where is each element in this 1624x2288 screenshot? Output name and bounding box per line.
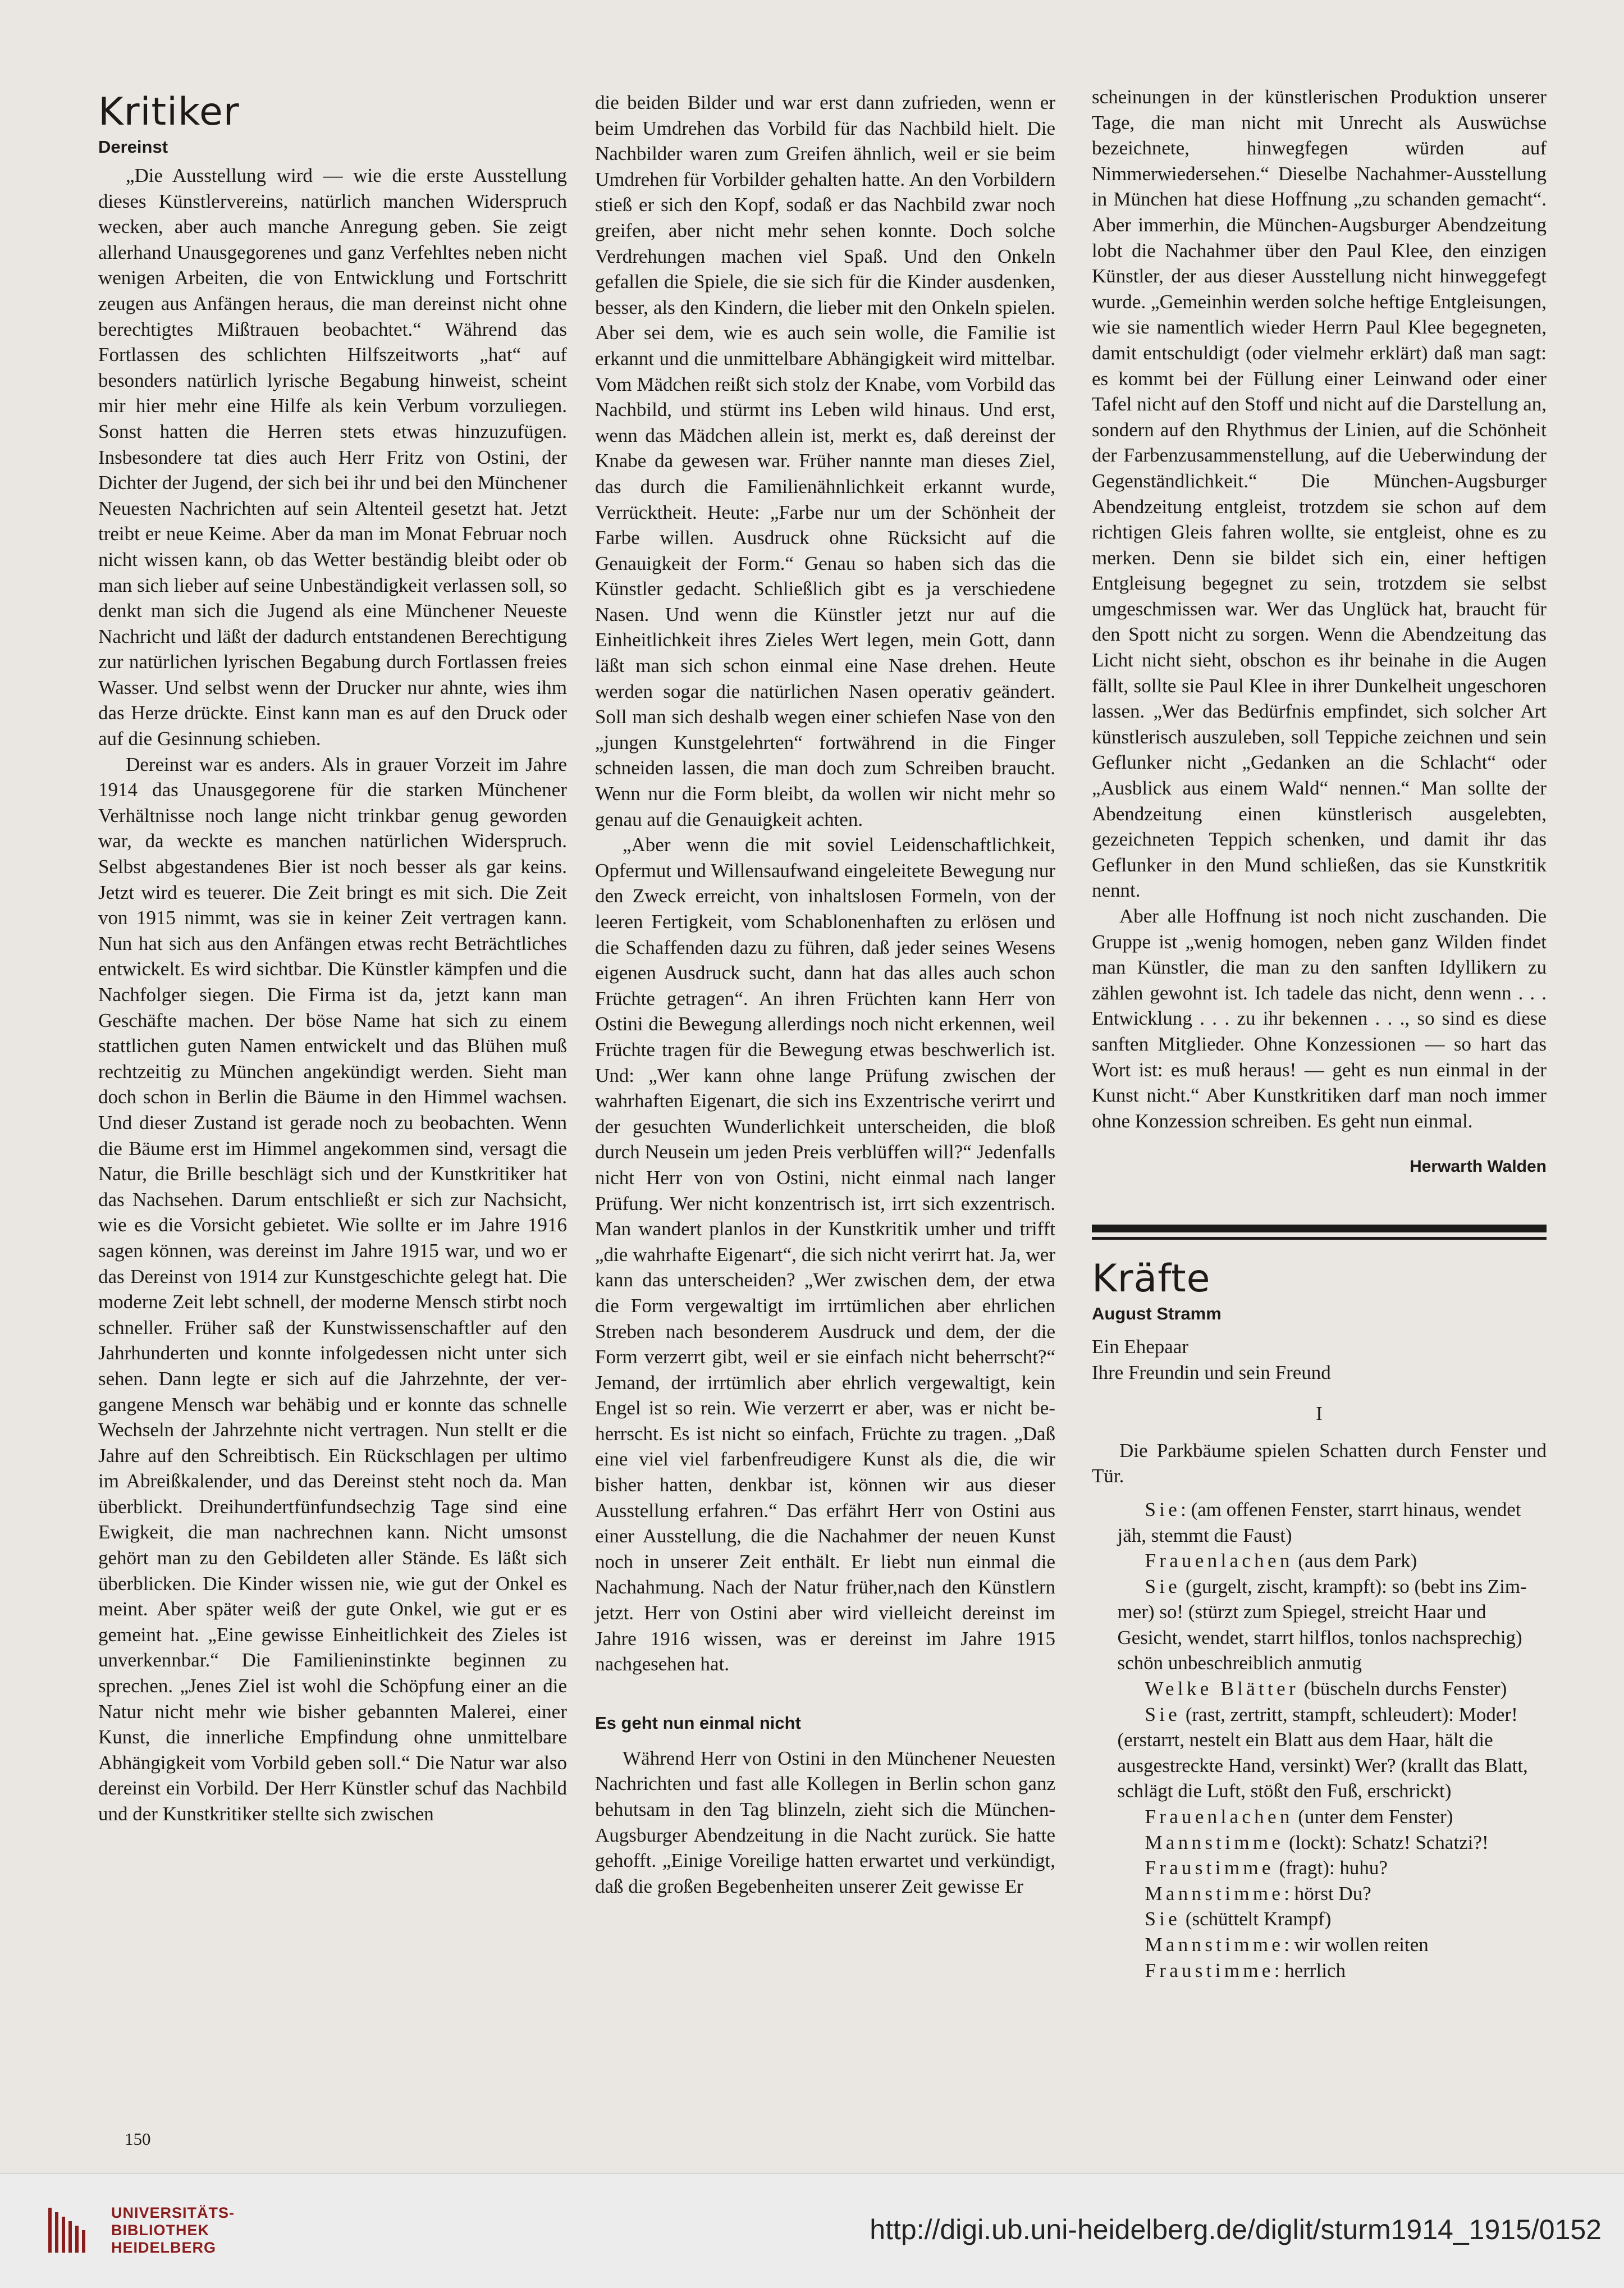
column-1 [98, 90, 567, 1827]
cast-item: Ein Ehepaar [1092, 1335, 1188, 1358]
paragraph: scheinungen in der künstlerischen Produktion unserer Tage, die man nicht mit Unrecht als Auswüchse bezeichnete, hinwegfegen würden auf Nimmerwiedersehen.“ Dieselbe Nachahmer-Ausstellung in München hat diese Hoffnung „zu schanden gemacht“. Aber immerhin, die München-Augsburger Abendzeitung lobt die Nachahmer über den Paul Klee, den einzigen Künstler, der aus dieser Ausstellung nicht hinweggefegt wurde. „Gemeinhin werden solche heftige Entgleisungen, wie sie namentlich wieder Herrn Paul Klee begegneten, damit entschuldigt (oder vielmehr erklärt) daß man sagt: es kommt bei der Füllung einer Leinwand oder einer Tafel nicht auf den Stoff und nicht auf die Darstellung an, sondern auf den Rhythmus der Linien, auf die Schönheit der Farbenzusammenstellung, auf die Ueberwindung der Gegenständlichkeit.“ Die München-Augsburger Abendzeitung entgleist, trotzdem sie schon auf dem richtigen Gleis fahren wollte, sie entgleist, ohne es zu merken. Denn sie bildet sich ein, einer heftigen Entgleisung begegnet zu sein, trotzdem sie selbst umgeschmissen war. Wer das Unglück hat, braucht für den Spott nicht zu sorgen. Wenn die Abendzeitung das Licht nicht sieht, obschon es ihr beinahe in die Augen fällt, sollte sie Paul Klee in ihrer Dunkelheit ungeschoren lassen. „Wer das Bedürfnis empfindet, sich solcher Art künstlerisch auszuleben, soll Teppiche zeichnen und sein Geflunker nicht „Gedanken an die Schlacht“ oder „Ausblick aus einem Wald“ nennen.“ Man sollte der Abendzeitung einen künstlerisch ausgelebten, gezeichneten Teppich schenken, und damit ihr das Geflunker in den Mund schließen, das sie Kunstkritik nennt. [1092, 86, 1547, 902]
paragraph: Dereinst war es anders. Als in grauer Vorzeit im Jahre 1914 das Unausgegorene für die starken Münchener Verhältnisse noch lange nicht trinkbar genug geworden war, da weckte es manchen natürlichen Widerspruch. Selbst abgestandenes Bier ist noch besser als gar keins. Jetzt wird es teuerer. Die Zeit bringt es mit sich. Die Zeit von 1915 nimmt, was sie in keiner Zeit vertragen kann. Nun hat sich aus den Anfängen etwas recht Beträchtliches entwickelt. Es wird sichtbar. Die Künstler kämpfen und die Nachfolger siegen. Die Firma ist da, jetzt kann man Geschäfte machen. Der böse Name hat sich zu einem stattlichen guten Namen entwickelt und das Blühen muß rechtzeitig zu München angekündigt werden. Sieht man doch schon in Berlin die Bäume in den Himmel wachsen. Und dieser Zustand ist gerade noch zu beobachten. Wenn die Bäume erst im Himmel angekommen sind, versagt die Natur, die Brille beschlägt sich und der Kunstkritiker hat das Nachsehen. Darum entschließt er sich zur Nachsicht, wie es die Vorsicht gebietet. Wie sollte er im Jahre 1916 sagen können, was dereinst im Jahre 1915 war, und wo er das Dereinst von 1914 zur Kunstgeschichte gelegt hat. Die moderne Zeit lebt schnell, der moderne Mensch stirbt noch schneller. Früher saß der Kunstwissenschaftler auf den Jahrhunderten und konnte infolgedessen nicht unter sich sehen. Dann legte er sich auf die Jahrzehnte, der vergangene Mensch war behäbig und er konnte das schnelle Wechseln der Jahrzehnte nicht vertragen. Nun stellt er die Jahre auf den Schreibtisch. Ein Rückschlagen per ultimo im Abreißkalender, und das Dereinst steht noch da. Man überblickt. Dreihundertfünfundsechzig Tage sind eine Ewigkeit, die man nachrechnen kann. Nicht umsonst gehört man zu den Gebildeten aller Stände. Es läßt sich überblicken. Die Kinder wissen nie, wie gut der Onkel es meint. Aber später weiß der gute Onkel, wie gut er es gemeint hat. „Eine gewisse Einheitlichkeit des Zieles ist unverkennbar.“ Die Familieninstinkte beginnen zu sprechen. „Jenes Ziel ist wohl die Schöpfung einer an die Natur nicht mehr wie bisher gebannten Malerei, einer Kunst, die innerliche Empfindung ohne unmittelbare Abhängigkeit vom Vorbild geben soll.“ Die Natur war also dereinst ein Vorbild. Der Herr Künstler schuf das Nachbild und der Kunstkritiker stellte sich zwischen [98, 753, 567, 1825]
footer-bar [0, 2173, 1624, 2288]
speaker: Mannstimme [1145, 1882, 1284, 1905]
line-text: (gurgelt, zischt, krampft): so (bebt ins Zimmer) so! (stürzt zum Spiegel, streicht Haar und Gesicht, wendet, starrt hilflos, tonlos nachsprechig) schön unbeschreiblich anmutig [1117, 1575, 1527, 1674]
dialogue-line [1092, 1804, 1547, 1830]
source-url-link[interactable]: http://digi.ub.uni-heidelberg.de/diglit/sturm1914_1915/0152 [870, 2214, 1602, 2245]
dialogue-line [1092, 1497, 1547, 1548]
cast-item: Ihre Freundin und sein Freund [1092, 1361, 1331, 1383]
library-name-line: UNIVERSITÄTS- [111, 2204, 235, 2221]
section-heading: Es geht nun einmal nicht [595, 1712, 801, 1733]
article-title-kraefte: Kräfte [1092, 1256, 1211, 1301]
dialogue-line [1092, 1958, 1547, 1984]
dialogue-line [1092, 1574, 1547, 1676]
speaker: Sie [1145, 1498, 1181, 1520]
article-subhead-dereinst: Dereinst [98, 137, 168, 157]
page-number: 150 [125, 2129, 151, 2149]
line-text: : herrlich [1274, 1959, 1346, 1981]
line-text: (fragt): huhu? [1274, 1857, 1388, 1879]
line-text: : (am offenen Fenster, starrt hinaus, wendet jäh, stemmt die Faust) [1117, 1498, 1521, 1546]
dialogue-line [1092, 1906, 1547, 1932]
article-title-kritiker: Kritiker [98, 90, 240, 134]
dialogue-line [1092, 1855, 1547, 1881]
line-text: (lockt): Schatz! Schatzi?! [1284, 1831, 1489, 1853]
line-text: : wir wollen reiten [1284, 1934, 1429, 1956]
line-text: (aus dem Park) [1293, 1550, 1417, 1572]
author-signature: Herwarth Walden [1410, 1157, 1547, 1176]
paragraph: „Aber wenn die mit soviel Leidenschaftlichkeit, Opfermut und Willensaufwand eingeleitete Bewegung nur den Zweck erreicht, von inhaltslosen Formeln, von der leeren Fertigkeit, vom Schablonenhaften zu erlösen und die Schaffenden dazu zu führen, daß jeder seines Wesens eigenen Ausdruck sucht, dann hat das alles auch schon Früchte getragen“. An ihren Früchten kann Herr von Ostini die Bewegung allerdings noch nicht erkennen, weil Früchte tragen für die Bewegung etwas beschwerlich ist. Und: „Wer kann ohne lange Prüfung zwischen der wahrhaften Eigenart, die sich ins Exzentrische verirrt und der gesuchten Wunderlichkeit unterscheiden, die bloß durch Neusein um jeden Preis verblüffen will?“ Jedenfalls nicht Herr von von Ostini, nicht einmal nach langer Prüfung. Wer nicht konzentrisch ist, irrt sich exzentrisch. Man wandert planlos in der Kunstkritik umher und trifft „die wahrhafte Eigenart“, die sich nicht verirrt hat. Ja, wer kann das unterscheiden? „Wer zwischen dem, der etwa die Form vergewaltigt im irrtümlichen aber ehrlichen Streben nach besonderem Ausdruck und dem, der die Form verzerrt gibt, weil er sie einfach nicht beherrscht?“ Jemand, der irrtümlich aber ehrlich vergewaltigt, kein Engel ist so rein. Wie verzerrt er aber, was er nicht beherrscht. Es ist nicht so einfach, Früchte zu tragen. „Daß eine viel viel farbenfreudigere Kunst als die, die wir bisher hatten, denkbar ist, können wir aus dieser Ausstellung erfahren.“ Das erfährt Herr von Ostini aus einer Ausstellung, die die Nachahmer der neuen Kunst noch in unserer Zeit enthält. Er liebt nun einmal die Nachahmung. Nach der Natur früher,nach den Künstlern jetzt. Herr von Ostini aber wird vielleicht dereinst im Jahre 1916 wissen, was er dereinst im Jahre 1915 nachgesehen hat. [595, 834, 1055, 1675]
speaker: Welke Blätter [1145, 1678, 1299, 1700]
speaker: Mannstimme [1145, 1934, 1284, 1956]
line-text: (büscheln durchs Fenster) [1298, 1678, 1507, 1700]
dialogue-line [1092, 1830, 1547, 1856]
act-number: I [1316, 1403, 1323, 1425]
cast-list [1092, 1334, 1547, 1385]
dialogue-line [1092, 1932, 1547, 1958]
speaker: Frauenlachen [1145, 1806, 1293, 1828]
speaker: Fraustimme [1145, 1959, 1274, 1981]
library-name-line: BIBLIOTHEK [111, 2222, 209, 2239]
dialogue [1092, 1497, 1547, 1983]
library-name-line: HEIDELBERG [111, 2239, 217, 2256]
paragraph: Während Herr von Ostini in den Münchener Neuesten Nachrichten und fast alle Kollegen in Berlin schon ganz behutsam in den Tag blinzeln, zieht sich die München-Augsburger Abendzeitung in die Nacht zurück. Sie hatte gehofft. „Einige Voreilige hatten erwartet und verkündigt, daß die großen Begebenheiten unserer Zeit gewisse Er [595, 1747, 1055, 1897]
university-library-logo-icon [44, 2202, 94, 2258]
line-text: : hörst Du? [1284, 1882, 1371, 1905]
paragraph: die beiden Bilder und war erst dann zufrieden, wenn er beim Umdrehen das Vorbild für das Nachbild hielt. Die Nachbilder waren zum Greifen ähnlich, weil er sie beim Umdrehen für Vorbilder gehalten hatte. An den Vorbildern stieß er sich den Kopf, sodaß er das Nachbild zwar noch greifen, aber nicht mehr sehen konnte. Doch solche Verdrehungen machen viel Spaß. Und den Onkeln gefallen die Spiele, die sie sich für die Kinder ausdenken, besser, als den Kindern, die lieber mit den Onkeln spielen. Aber sei dem, wie es auch sein wolle, die Familie ist erkannt und die unmittelbare Abhängigkeit wird mittelbar. Vom Mädchen reißt sich stolz der Knabe, vom Vorbild das Nachbild, und stürmt ins Leben wild hinaus. Und erst, wenn das Mädchen allein ist, merkt es, daß dereinst der Knabe da gewesen war. Früher nannte man dieses Ziel, das durch die Familienähnlichkeit erkannt wurde, Verrücktheit. Heute: „Farbe nur um der Schönheit der Farbe willen. Ausdruck ohne Rücksicht auf die Genauigkeit der Form.“ Genau so haben sich das die Künstler gedacht. Schließlich gibt es ja verschiedene Nasen. Und wenn die Künstler jetzt nur auf die Einheitlichkeit ihres Zieles Wert legen, mein Gott, dann läßt man sich schon einmal eine Nase drehen. Heute werden sogar die natürlichen Nasen operativ geändert. Soll man sich deshalb wegen einer schiefen Nase von den „jungen Kunstgelehrten“ fortwährend in die Finger schneiden lassen, die man doch zum Schreiben braucht. Wenn nur die Form bleibt, da wollen wir nicht mehr so genau auf die Genauigkeit achten. [595, 92, 1055, 830]
library-name [111, 2204, 235, 2257]
line-text: (rast, zertritt, stampft, schleudert): Moder! (erstarrt, nestelt ein Blatt aus dem Haar, hält die ausgestreckte Hand, versinkt) Wer? (krallt das Blatt, schlägt die Luft, stößt den Fuß, erschrickt) [1117, 1703, 1528, 1802]
line-text: (schüttelt Krampf) [1181, 1908, 1332, 1930]
article-author: August Stramm [1092, 1303, 1222, 1323]
paragraph: Aber alle Hoffnung ist noch nicht zuschanden. Die Gruppe ist „wenig homogen, neben ganz Wilden findet man Künstler, die man zu den sanften Idyllikern zu zählen gewohnt ist. Ich tadele das nicht, denn wenn . . . Entwicklung . . . zu ihr bekennen . . ., so sind es diese sanften Mitglieder. Ohne Konzessionen — so hart das Wort ist: es muß heraus! — geht es nun einmal in der Kunst nicht.“ Aber Kunstkritiken darf man noch immer ohne Konzession schreiben. Es geht nun einmal. [1092, 905, 1547, 1132]
section-divider-thin [1092, 1237, 1547, 1240]
column-2 [595, 90, 1055, 1899]
dialogue-line [1092, 1548, 1547, 1574]
paragraph: „Die Ausstellung wird — wie die erste Ausstellung dieses Künstlervereins, natürlich manchen Widerspruch wecken, aber auch manche Anregung geben. Sie zeigt allerhand Unausgegorenes und ganz Verfehltes neben nicht wenigen Arbeiten, die von Entwicklung und Fortschritt zeugen aus Anfängen heraus, die man dereinst nicht ohne berechtigtes Mißtrauen beobachtet.“ Während das Fortlassen des schlichten Hilfszeitworts „hat“ auf besonders natürlich lyrische Begabung hinweist, scheint mir hier mehr eine Hilfe als kein Verbum vorzuliegen. Sonst hatten die Herren stets etwas hinzuzufügen. Insbesondere tat dies auch Herr Fritz von Ostini, der Dichter der Jugend, der sich bei ihr und bei den Münchener Neuesten Nachrichten auf sein Altenteil gesetzt hat. Jetzt treibt er neue Keime. Aber da man im Monat Februar noch nicht wissen kann, ob das Wetter beständig bleibt oder ob man sich lieber auf seine Unbeständigkeit verlassen soll, so denkt man sich die Jugend als eine Münchener Neueste Nachricht und läßt der dadurch entstandenen Berechtigung zur natürlichen lyrischen Begabung durch Fortlassen freies Wasser. Und selbst wenn der Drucker nur ahnte, wies ihm das Herze drückte. Einst kann man es auf den Druck oder auf die Gesinnung schieben. [98, 165, 567, 750]
line-text: (unter dem Fenster) [1293, 1806, 1453, 1828]
section-divider-thick [1092, 1225, 1547, 1232]
dialogue-line [1092, 1676, 1547, 1702]
speaker: Frauenlachen [1145, 1550, 1293, 1572]
speaker: Sie [1145, 1703, 1181, 1725]
speaker: Sie [1145, 1575, 1181, 1597]
dialogue-line [1092, 1702, 1547, 1804]
speaker: Fraustimme [1145, 1857, 1274, 1879]
stage-direction: Die Parkbäume spielen Schatten durch Fenster und Tür. [1092, 1439, 1547, 1487]
speaker: Sie [1145, 1908, 1181, 1930]
column-3 [1092, 84, 1547, 1983]
dialogue-line [1092, 1881, 1547, 1907]
speaker: Mannstimme [1145, 1831, 1284, 1853]
